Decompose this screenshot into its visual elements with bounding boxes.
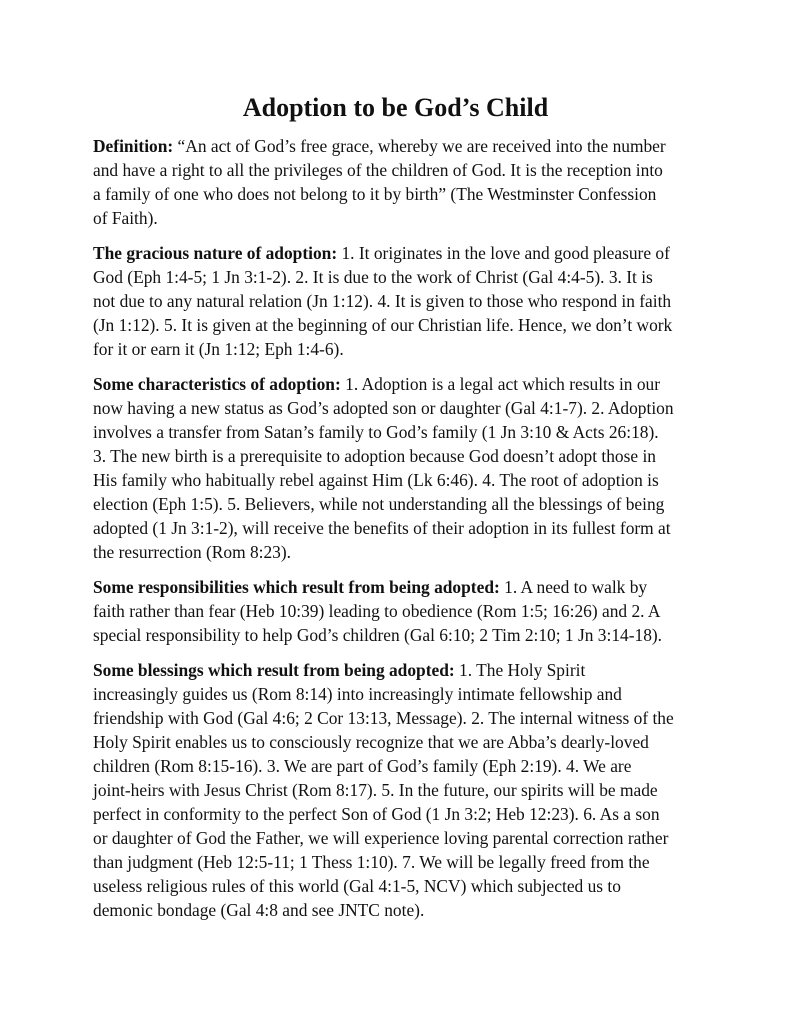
text-line xyxy=(93,850,713,874)
text-line xyxy=(93,682,713,706)
paragraph-heading: Some characteristics of adoption: xyxy=(93,374,341,394)
text-line xyxy=(93,468,713,492)
line-text: faith rather than fear (Heb 10:39) leading to obedience (Rom 1:5; 16:26) and 2. A xyxy=(93,601,661,621)
line-text: children (Rom 8:15-16). 3. We are part of God’s family (Eph 2:19). 4. We are xyxy=(93,756,632,776)
text-line xyxy=(93,599,713,623)
line-text: joint-heirs with Jesus Christ (Rom 8:17). 5. In the future, our spirits will be made xyxy=(93,780,658,800)
line-text: increasingly guides us (Rom 8:14) into increasingly intimate fellowship and xyxy=(93,684,622,704)
text-line xyxy=(93,313,713,337)
text-line xyxy=(93,658,713,682)
text-line xyxy=(93,444,713,468)
paragraph-heading: Some blessings which result from being adopted: xyxy=(93,660,455,680)
line-text: and have a right to all the privileges of the children of God. It is the reception into xyxy=(93,160,663,180)
line-text: God (Eph 1:4-5; 1 Jn 3:1-2). 2. It is due to the work of Christ (Gal 4:4-5). 3. It is xyxy=(93,267,653,287)
line-text: special responsibility to help God’s children (Gal 6:10; 2 Tim 2:10; 1 Jn 3:14-18). xyxy=(93,625,663,645)
text-line xyxy=(93,420,713,444)
line-text: than judgment (Heb 12:5-11; 1 Thess 1:10). 7. We will be legally freed from the xyxy=(93,852,650,872)
line-text: 1. Adoption is a legal act which results in our xyxy=(340,374,661,394)
text-line xyxy=(93,337,713,361)
text-line xyxy=(93,575,713,599)
line-text: demonic bondage (Gal 4:8 and see JNTC note). xyxy=(93,900,425,920)
line-text: now having a new status as God’s adopted son or daughter (Gal 4:1-7). 2. Adoption xyxy=(93,398,674,418)
line-text: election (Eph 1:5). 5. Believers, while not understanding all the blessings of being xyxy=(93,494,665,514)
line-text: a family of one who does not belong to it by birth” (The Westminster Confession xyxy=(93,184,657,204)
line-text: friendship with God (Gal 4:6; 2 Cor 13:13, Message). 2. The internal witness of the xyxy=(93,708,674,728)
paragraph xyxy=(93,134,713,230)
line-text: the resurrection (Rom 8:23). xyxy=(93,542,292,562)
line-text: or daughter of God the Father, we will experience loving parental correction rather xyxy=(93,828,669,848)
text-line xyxy=(93,206,713,230)
text-line xyxy=(93,182,713,206)
line-text: 1. The Holy Spirit xyxy=(454,660,586,680)
paragraph-heading: Some responsibilities which result from being adopted: xyxy=(93,577,500,597)
text-line xyxy=(93,372,713,396)
paragraph-heading: Definition: xyxy=(93,136,174,156)
line-text: Holy Spirit enables us to consciously recognize that we are Abba’s dearly-loved xyxy=(93,732,649,752)
text-line xyxy=(93,265,713,289)
text-line xyxy=(93,730,713,754)
paragraph xyxy=(93,372,713,564)
text-line xyxy=(93,540,713,564)
document-body xyxy=(93,134,713,933)
line-text: 3. The new birth is a prerequisite to adoption because God doesn’t adopt those in xyxy=(93,446,656,466)
line-text: adopted (1 Jn 3:1-2), will receive the benefits of their adoption in its fullest form at xyxy=(93,518,671,538)
line-text: 1. It originates in the love and good pleasure of xyxy=(337,243,670,263)
line-text: His family who habitually rebel against Him (Lk 6:46). 4. The root of adoption is xyxy=(93,470,659,490)
text-line xyxy=(93,802,713,826)
text-line xyxy=(93,289,713,313)
line-text: (Jn 1:12). 5. It is given at the beginning of our Christian life. Hence, we don’t work xyxy=(93,315,673,335)
text-line xyxy=(93,623,713,647)
paragraph xyxy=(93,241,713,361)
text-line xyxy=(93,754,713,778)
page-title: Adoption to be God’s Child xyxy=(242,93,549,122)
line-text: useless religious rules of this world (Gal 4:1-5, NCV) which subjected us to xyxy=(93,876,621,896)
text-line xyxy=(93,874,713,898)
text-line xyxy=(93,706,713,730)
line-text: perfect in conformity to the perfect Son of God (1 Jn 3:2; Heb 12:23). 6. As a son xyxy=(93,804,660,824)
paragraph xyxy=(93,575,713,647)
line-text: “An act of God’s free grace, whereby we are received into the number xyxy=(173,136,666,156)
paragraph-heading: The gracious nature of adoption: xyxy=(93,243,338,263)
text-line xyxy=(93,516,713,540)
text-line xyxy=(93,241,713,265)
line-text: involves a transfer from Satan’s family to God’s family (1 Jn 3:10 & Acts 26:18). xyxy=(93,422,659,442)
line-text: 1. A need to walk by xyxy=(499,577,648,597)
text-line xyxy=(93,778,713,802)
text-line xyxy=(93,492,713,516)
line-text: of Faith). xyxy=(93,208,158,228)
paragraph xyxy=(93,658,713,922)
text-line xyxy=(93,396,713,420)
text-line xyxy=(93,826,713,850)
line-text: not due to any natural relation (Jn 1:12). 4. It is given to those who respond in faith xyxy=(93,291,672,311)
text-line xyxy=(93,158,713,182)
line-text: for it or earn it (Jn 1:12; Eph 1:4-6). xyxy=(93,339,344,359)
text-line xyxy=(93,898,713,922)
text-line xyxy=(93,134,713,158)
